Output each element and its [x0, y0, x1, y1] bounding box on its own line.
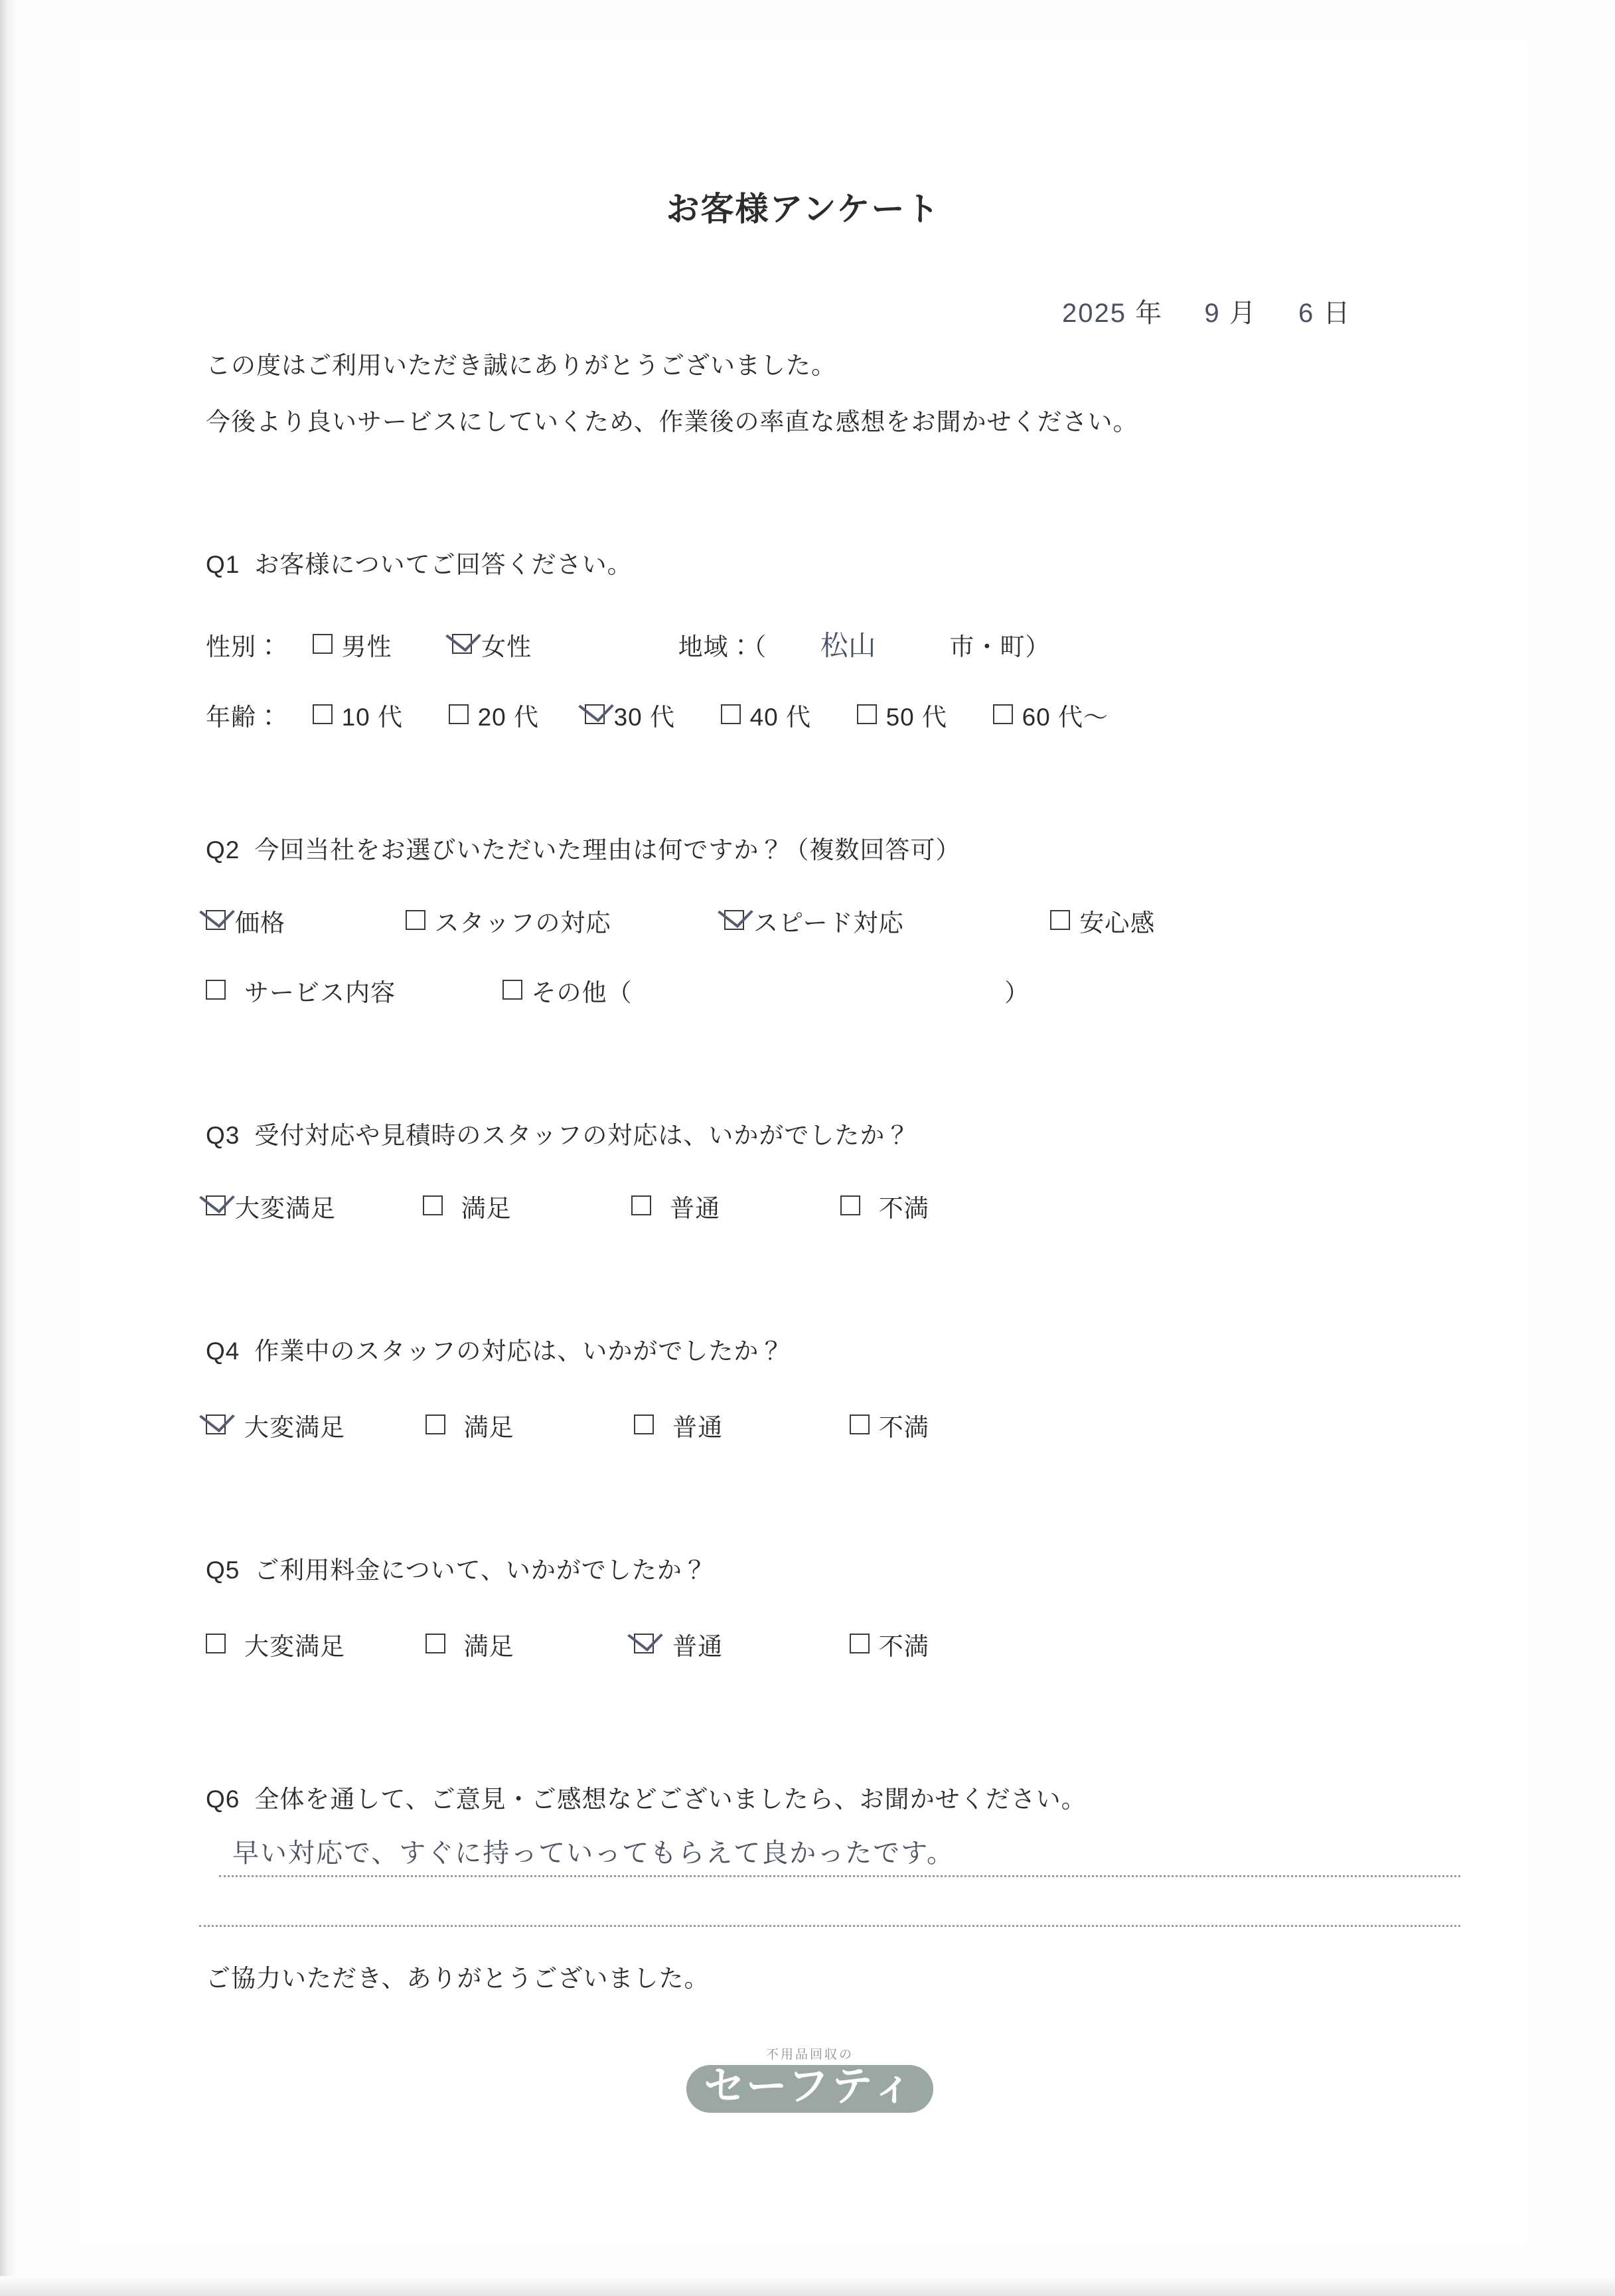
q3-number: Q3	[206, 1122, 240, 1149]
checkbox-age-40s[interactable]	[721, 704, 741, 724]
q5-option-normal-label: 普通	[672, 1633, 724, 1660]
checkbox-female[interactable]	[452, 634, 472, 654]
q2-options-row-1	[206, 903, 1155, 939]
gender-option-female-label: 女性	[481, 633, 532, 660]
q4-option-dissatisfied-label: 不満	[878, 1414, 929, 1441]
q5-option-dissatisfied-label: 不満	[878, 1633, 929, 1660]
q1-age-row	[206, 697, 1109, 733]
q3-options-row	[206, 1188, 929, 1224]
q2-option-staff-label: スタッフの対応	[434, 909, 611, 937]
q2-option-speed-label: スピード対応	[753, 909, 904, 937]
q5-option-satisfied[interactable]	[425, 1626, 514, 1662]
q3-option-dissatisfied[interactable]	[840, 1188, 929, 1224]
q4-option-very-satisfied[interactable]	[206, 1407, 345, 1443]
scan-edge-bottom	[0, 2276, 1615, 2296]
checkbox-q3-dissatisfied[interactable]	[840, 1195, 860, 1215]
checkbox-price[interactable]	[206, 910, 226, 930]
area-suffix: 市・町）	[949, 633, 1051, 660]
gender-label: 性別：	[206, 633, 281, 660]
q5-option-satisfied-label: 満足	[463, 1633, 514, 1660]
q3-option-very-satisfied-label: 大変満足	[235, 1195, 336, 1222]
q2-option-speed[interactable]	[724, 903, 904, 939]
q5-heading-text: ご利用料金について、いかがでしたか？	[254, 1557, 708, 1584]
date-year-value: 2025	[1062, 299, 1126, 328]
checkbox-male[interactable]	[313, 634, 333, 654]
checkbox-q4-normal[interactable]	[634, 1415, 654, 1434]
date-line	[1062, 292, 1351, 330]
area-label: 地域：（	[678, 633, 767, 660]
checkbox-q3-very-satisfied[interactable]	[206, 1195, 226, 1215]
area-value: 松山	[820, 630, 876, 661]
age-option-40s[interactable]	[721, 697, 811, 733]
q6-number: Q6	[206, 1786, 240, 1813]
date-month-label: 月	[1229, 299, 1257, 328]
q4-number: Q4	[206, 1338, 240, 1365]
checkbox-staff[interactable]	[406, 910, 425, 930]
checkbox-speed[interactable]	[724, 910, 744, 930]
q6-heading-text: 全体を通して、ご意見・ご感想などございましたら、お聞かせください。	[254, 1786, 1087, 1813]
q6-comment-line-2	[199, 1925, 1460, 1927]
gender-option-male-label: 男性	[341, 633, 392, 660]
q2-option-service-label: サービス内容	[244, 979, 396, 1006]
q2-heading-text: 今回当社をお選びいただいた理由は何ですか？（複数回答可）	[254, 836, 961, 864]
q2-options-row-2	[206, 972, 1030, 1008]
checkbox-q4-very-satisfied[interactable]	[206, 1415, 226, 1434]
q6-answer-line-1[interactable]: 早い対応で、すぐに持っていってもらえて良かったです。	[232, 1838, 955, 1869]
q3-option-normal-label: 普通	[670, 1195, 721, 1222]
age-option-10s-label: 10 代	[341, 704, 403, 731]
q2-option-service[interactable]	[206, 972, 396, 1008]
q2-option-other-label: その他（	[531, 979, 633, 1006]
q3-option-satisfied[interactable]	[423, 1188, 512, 1224]
age-option-60s[interactable]	[993, 697, 1109, 733]
age-option-10s[interactable]	[313, 697, 403, 733]
age-option-40s-label: 40 代	[749, 704, 811, 731]
q2-other-close: ）	[1004, 979, 1030, 1006]
q5-option-very-satisfied-label: 大変満足	[244, 1633, 345, 1660]
checkbox-q4-satisfied[interactable]	[425, 1415, 445, 1434]
age-label: 年齢：	[206, 704, 281, 731]
q5-number: Q5	[206, 1557, 240, 1584]
q6-comment-line-1	[219, 1875, 1460, 1877]
q3-heading-text: 受付対応や見積時のスタッフの対応は、いかがでしたか？	[254, 1122, 911, 1149]
q4-option-normal-label: 普通	[672, 1414, 724, 1441]
age-option-20s[interactable]	[449, 697, 539, 733]
q1-heading	[206, 544, 633, 580]
q2-option-staff[interactable]	[406, 903, 611, 939]
checkbox-q4-dissatisfied[interactable]	[850, 1415, 870, 1434]
checkbox-other[interactable]	[502, 980, 522, 1000]
q2-option-price-label: 価格	[235, 909, 285, 937]
checkbox-age-50s[interactable]	[857, 704, 877, 724]
date-year-label: 年	[1135, 299, 1164, 328]
q2-number: Q2	[206, 836, 240, 864]
q1-heading-text: お客様についてご回答ください。	[254, 551, 633, 578]
logo-wordmark: セーフティ	[651, 2065, 969, 2113]
gender-option-female[interactable]	[452, 627, 532, 662]
company-logo	[651, 2044, 969, 2113]
checkbox-q5-very-satisfied[interactable]	[206, 1634, 226, 1653]
logo-tagline: 不用品回収の	[765, 2048, 854, 2062]
date-month-value: 9	[1204, 299, 1221, 328]
q6-heading	[206, 1779, 1087, 1815]
q4-heading-text: 作業中のスタッフの対応は、いかがでしたか？	[254, 1338, 785, 1365]
checkbox-age-20s[interactable]	[449, 704, 469, 724]
checkbox-age-10s[interactable]	[313, 704, 333, 724]
q2-option-trust-label: 安心感	[1079, 909, 1156, 937]
survey-sheet	[80, 40, 1527, 2244]
checkbox-service[interactable]	[206, 980, 226, 1000]
q3-heading	[206, 1115, 910, 1151]
page-title: お客様アンケート	[666, 191, 941, 228]
closing-text: ご協力いただき、ありがとうございました。	[206, 1965, 710, 1992]
age-option-60s-label: 60 代〜	[1022, 704, 1109, 731]
q3-option-dissatisfied-label: 不満	[878, 1195, 929, 1222]
q2-option-price[interactable]	[206, 903, 285, 939]
age-option-20s-label: 20 代	[477, 704, 539, 731]
q2-option-trust[interactable]	[1050, 903, 1155, 939]
q4-option-normal[interactable]	[634, 1407, 723, 1443]
checkbox-trust[interactable]	[1050, 910, 1070, 930]
checkbox-age-60s[interactable]	[993, 704, 1013, 724]
checkbox-q5-dissatisfied[interactable]	[850, 1634, 870, 1653]
age-option-50s[interactable]	[857, 697, 947, 733]
checkbox-q3-satisfied[interactable]	[423, 1195, 443, 1215]
q4-heading	[206, 1331, 784, 1367]
q2-option-other[interactable]	[502, 972, 633, 1008]
q5-option-normal[interactable]	[634, 1626, 723, 1662]
checkbox-q3-normal[interactable]	[631, 1195, 651, 1215]
q4-options-row	[206, 1407, 929, 1443]
q4-option-dissatisfied[interactable]	[850, 1407, 929, 1443]
q2-heading	[206, 830, 961, 866]
q3-option-very-satisfied[interactable]	[206, 1188, 336, 1224]
q5-heading	[206, 1550, 708, 1586]
scan-edge-left	[0, 0, 17, 2296]
checkbox-q5-satisfied[interactable]	[425, 1634, 445, 1653]
intro-line-2: 今後より良いサービスにしていくため、作業後の率直な感想をお聞かせください。	[206, 408, 1138, 435]
gender-option-male[interactable]	[313, 627, 392, 662]
checkbox-q5-normal[interactable]	[634, 1634, 654, 1653]
checkbox-age-30s[interactable]	[585, 704, 605, 724]
q5-option-very-satisfied[interactable]	[206, 1626, 345, 1662]
age-option-30s[interactable]	[585, 697, 675, 733]
date-day-value: 6	[1298, 299, 1315, 328]
q5-options-row	[206, 1626, 929, 1662]
q3-option-normal[interactable]	[631, 1188, 720, 1224]
q4-option-satisfied-label: 満足	[463, 1414, 514, 1441]
q1-number: Q1	[206, 551, 240, 578]
intro-line-1: この度はご利用いただき誠にありがとうございました。	[206, 352, 836, 379]
q3-option-satisfied-label: 満足	[461, 1195, 512, 1222]
age-option-30s-label: 30 代	[613, 704, 675, 731]
q4-option-very-satisfied-label: 大変満足	[244, 1414, 345, 1441]
age-option-50s-label: 50 代	[885, 704, 947, 731]
q5-option-dissatisfied[interactable]	[850, 1626, 929, 1662]
q4-option-satisfied[interactable]	[425, 1407, 514, 1443]
q1-gender-row	[206, 624, 1050, 664]
date-day-label: 日	[1323, 299, 1351, 328]
